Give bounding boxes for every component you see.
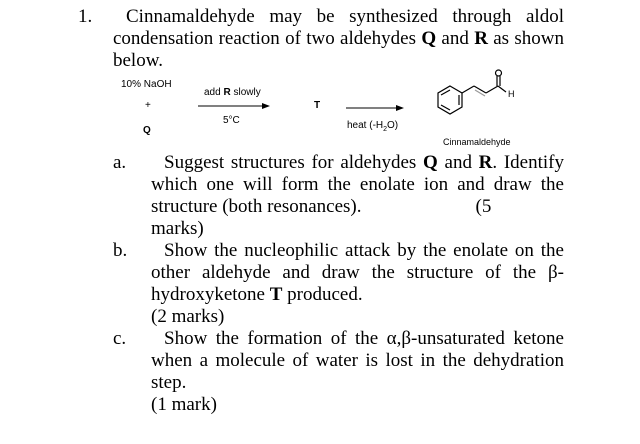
cinnamaldehyde-structure [438,70,506,114]
part-a-line-1: Suggest structures for aldehydes Q and R. Identify [164,152,564,173]
temperature-label: 5°C [223,115,240,126]
arrow-1 [198,103,270,109]
part-b-line-1: Show the nucleophilic attack by the enolate on the [164,240,564,261]
aldehyde-h-label: H [508,89,515,99]
part-a-line-4: marks) [151,218,204,239]
stem-line-3: below. [113,50,163,71]
part-a-line-2: which one will form the enolate ion and draw the [151,174,564,195]
question-number: 1. [78,6,93,27]
part-a-line-3: structure (both resonances). (5 [151,196,492,217]
reagent-naoh: 10% NaOH [121,79,172,90]
part-b-text [151,240,564,328]
intermediate-t: T [314,100,321,111]
reactant-q: Q [143,125,151,136]
arrow1-reagent: add R slowly [204,87,261,98]
part-b-letter: b. [113,240,128,261]
heat-label: heat $(-H_2O)$ [347,120,399,133]
plus-sign: + [145,100,151,111]
part-c-line-1: Show the formation of the α,β-unsaturated ketone [164,328,564,349]
reaction-arrows [0,0,640,150]
product-name: Cinnamaldehyde [443,137,511,147]
part-c-line-2: when a molecule of water is lost in the dehydration [151,350,564,371]
aldehyde-q-label: Q [421,28,437,49]
part-a-text [151,152,564,240]
aldehyde-r-label: R [474,28,488,49]
part-b-line-2: other aldehyde and draw the structure of the β- [151,262,564,283]
stem-line-2: condensation reaction of two aldehydes Q and R as shown [113,28,564,49]
part-b-line-3: hydroxyketone T produced. [151,284,363,305]
part-c-line-4: (1 mark) [151,394,217,415]
part-c-letter: c. [113,328,127,349]
reaction-scheme [0,0,640,150]
part-a-letter: a. [113,152,127,173]
arrow-2 [346,105,404,111]
stem-line-1: Cinnamaldehyde may be synthesized through aldol [126,6,564,27]
part-c-text [151,328,564,416]
part-c-line-3: step. [151,372,187,393]
part-b-line-4: (2 marks) [151,306,225,327]
